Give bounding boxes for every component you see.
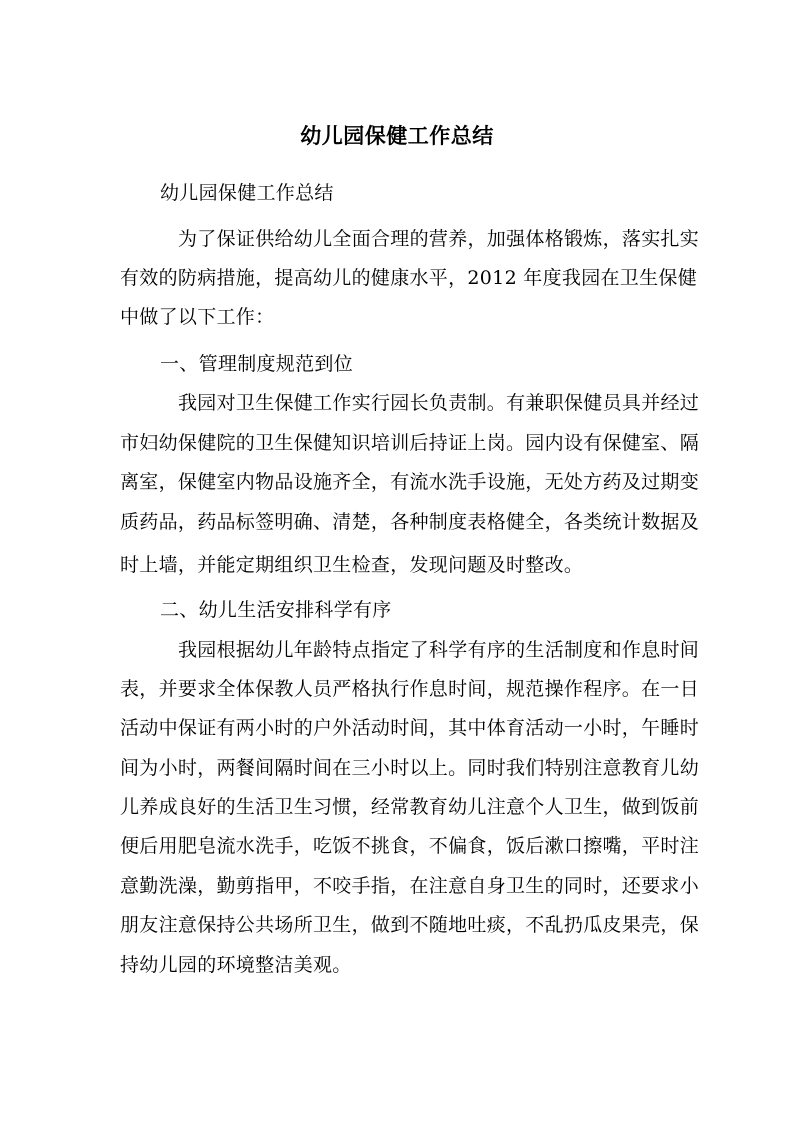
subtitle: 幼儿园保健工作总结 [160,182,334,204]
section1-line-3: 离室，保健室内物品设施齐全，有流水洗手设施，无处方药及过期变 [120,471,700,493]
section2-line-6: 便后用肥皂流水洗手，吃饭不挑食，不偏食，饭后漱口擦嘴，平时注 [120,835,700,857]
section2-line-1: 我园根据幼儿年龄特点指定了科学有序的生活制度和作息时间 [178,639,700,661]
section1-line-5: 时上墙，并能定期组织卫生检查，发现问题及时整改。 [120,554,584,576]
section2-line-8: 朋友注意保持公共场所卫生，做到不随地吐痰，不乱扔瓜皮果壳，保 [120,914,700,936]
section2-line-3: 活动中保证有两小时的户外活动时间，其中体育活动一小时，午睡时 [120,717,700,739]
page-title: 幼儿园保健工作总结 [300,123,494,148]
intro-line-1: 为了保证供给幼儿全面合理的营养，加强体格锻炼，落实扎实 [178,228,700,250]
section2-line-9: 持幼儿园的环境整洁美观。 [120,954,352,976]
section1-line-2: 市妇幼保健院的卫生保健知识培训后持证上岗。园内设有保健室、隔 [120,432,700,454]
intro-line-2: 有效的防病措施，提高幼儿的健康水平，2012 年度我园在卫生保健 [120,267,697,289]
section1-heading: 一、管理制度规范到位 [160,353,354,375]
intro-line-3: 中做了以下工作： [120,306,275,328]
section2-line-4: 间为小时，两餐间隔时间在三小时以上。同时我们特别注意教育儿幼 [120,757,700,779]
section1-line-4: 质药品，药品标签明确、清楚，各种制度表格健全，各类统计数据及 [120,511,700,533]
section1-line-1: 我园对卫生保健工作实行园长负责制。有兼职保健员具并经过 [178,392,700,414]
section2-line-7: 意勤洗澡，勤剪指甲，不咬手指，在注意自身卫生的同时，还要求小 [120,875,700,897]
section2-line-2: 表，并要求全体保教人员严格执行作息时间，规范操作程序。在一日 [120,678,700,700]
section2-heading: 二、幼儿生活安排科学有序 [160,599,392,621]
section2-line-5: 儿养成良好的生活卫生习惯，经常教育幼儿注意个人卫生，做到饭前 [120,796,700,818]
